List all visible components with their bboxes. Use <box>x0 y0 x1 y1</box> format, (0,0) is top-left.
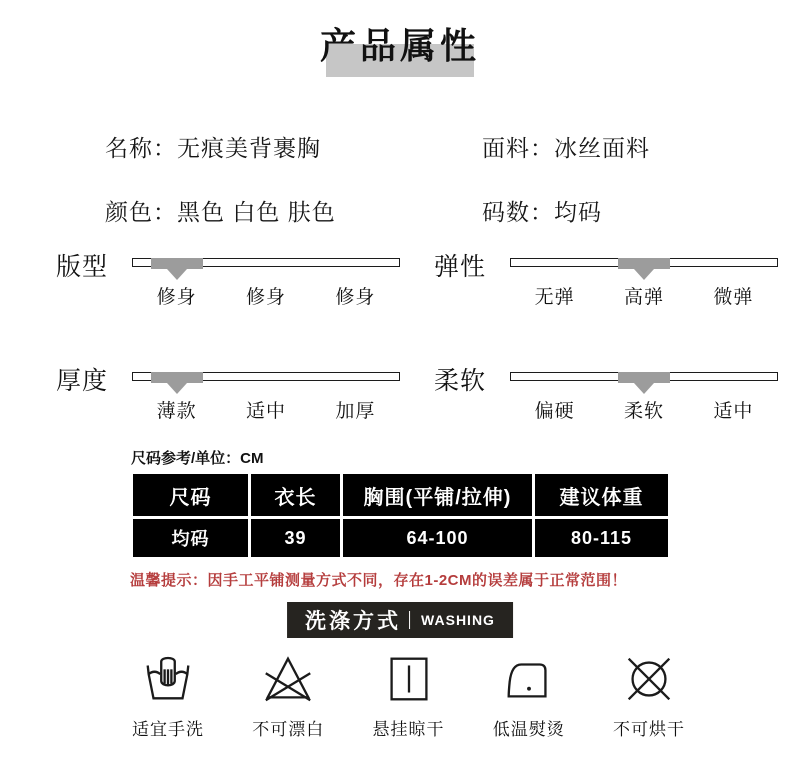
care-item-hang-dry <box>353 650 465 740</box>
slider-option: 适中 <box>713 401 754 422</box>
slider-elasticity-name: 弹性 <box>434 253 487 281</box>
measurement-note: 温馨提示：因手工平铺测量方式不同，存在1-2CM的误差属于正常范围！ <box>130 572 628 589</box>
size-table-header: 建议体重 <box>534 473 670 518</box>
slider-elasticity-indicator <box>618 258 670 269</box>
attribute-fabric-label: 面料： <box>482 135 554 161</box>
slider-option: 修身 <box>335 287 376 308</box>
slider-fit-options <box>132 282 400 309</box>
slider-softness-name: 柔软 <box>434 367 487 395</box>
size-table-cell: 80-115 <box>534 518 670 559</box>
no-bleach-icon <box>259 650 317 708</box>
care-label: 悬挂晾干 <box>372 720 445 739</box>
care-item-no-bleach <box>232 650 344 740</box>
slider-thickness-track <box>132 372 400 381</box>
slider-thickness-body <box>132 361 400 423</box>
slider-elasticity-track <box>510 258 778 267</box>
slider-fit-body <box>132 247 400 309</box>
size-table-cell: 39 <box>250 518 342 559</box>
slider-elasticity-body <box>510 247 778 309</box>
washing-badge-divider <box>409 611 410 629</box>
care-item-low-temp-iron <box>473 650 585 740</box>
care-label: 低温熨烫 <box>492 720 565 739</box>
size-table-header-row <box>132 473 670 518</box>
washing-method-badge <box>287 602 513 638</box>
attribute-name-label: 名称： <box>105 135 177 161</box>
slider-elasticity-options <box>510 282 778 309</box>
size-table-cell: 64-100 <box>342 518 534 559</box>
size-table-header: 胸围(平铺/拉伸) <box>342 473 534 518</box>
care-label: 不可烘干 <box>613 720 685 739</box>
care-item-hand-wash <box>112 650 224 740</box>
attribute-name-value: 无痕美背裹胸 <box>177 135 321 161</box>
hand-wash-icon <box>139 650 197 708</box>
slider-option: 薄款 <box>156 401 197 422</box>
care-label: 不可漂白 <box>252 720 325 739</box>
low-temp-iron-icon <box>500 650 558 708</box>
slider-softness <box>434 361 778 423</box>
slider-softness-body <box>510 361 778 423</box>
slider-option: 无弹 <box>534 287 575 308</box>
washing-badge-en: WASHING <box>421 612 495 628</box>
slider-option: 柔软 <box>623 401 664 422</box>
slider-thickness-name: 厚度 <box>56 367 109 395</box>
slider-option: 微弹 <box>713 287 754 308</box>
slider-fit <box>56 247 400 309</box>
slider-thickness <box>56 361 400 423</box>
size-table <box>130 471 671 560</box>
size-table-header: 尺码 <box>132 473 250 518</box>
attribute-size-label: 码数： <box>482 199 554 225</box>
attribute-color <box>105 194 336 227</box>
attribute-fabric-value: 冰丝面料 <box>554 135 650 161</box>
attribute-fabric <box>482 130 650 163</box>
attribute-color-label: 颜色： <box>105 199 177 225</box>
slider-fit-track <box>132 258 400 267</box>
slider-softness-track <box>510 372 778 381</box>
attribute-size <box>482 194 602 227</box>
slider-softness-options <box>510 396 778 423</box>
slider-option: 适中 <box>245 401 286 422</box>
slider-softness-indicator <box>618 372 670 383</box>
slider-fit-indicator <box>151 258 203 269</box>
attribute-size-value: 均码 <box>554 199 602 225</box>
care-instructions-row <box>112 650 705 740</box>
no-tumble-dry-icon <box>620 650 678 708</box>
slider-thickness-indicator <box>151 372 203 383</box>
washing-badge-cn: 洗涤方式 <box>305 610 402 633</box>
page-title: 产品属性 <box>319 25 480 66</box>
slider-option: 偏硬 <box>534 401 575 422</box>
care-item-no-tumble-dry <box>593 650 705 740</box>
slider-option: 修身 <box>245 287 286 308</box>
page-title-section <box>0 18 800 82</box>
hang-dry-icon <box>380 650 438 708</box>
size-reference-caption: 尺码参考/单位：CM <box>131 450 264 467</box>
size-table-header: 衣长 <box>250 473 342 518</box>
slider-option: 加厚 <box>335 401 376 422</box>
size-table-row <box>132 518 670 559</box>
size-table-cell: 均码 <box>132 518 250 559</box>
slider-fit-name: 版型 <box>56 253 109 281</box>
care-label: 适宜手洗 <box>132 720 204 739</box>
slider-option: 高弹 <box>623 287 664 308</box>
attribute-color-value: 黑色 白色 肤色 <box>177 199 336 225</box>
attribute-name <box>105 130 321 163</box>
slider-elasticity <box>434 247 778 309</box>
slider-thickness-options <box>132 396 400 423</box>
slider-option: 修身 <box>156 287 197 308</box>
